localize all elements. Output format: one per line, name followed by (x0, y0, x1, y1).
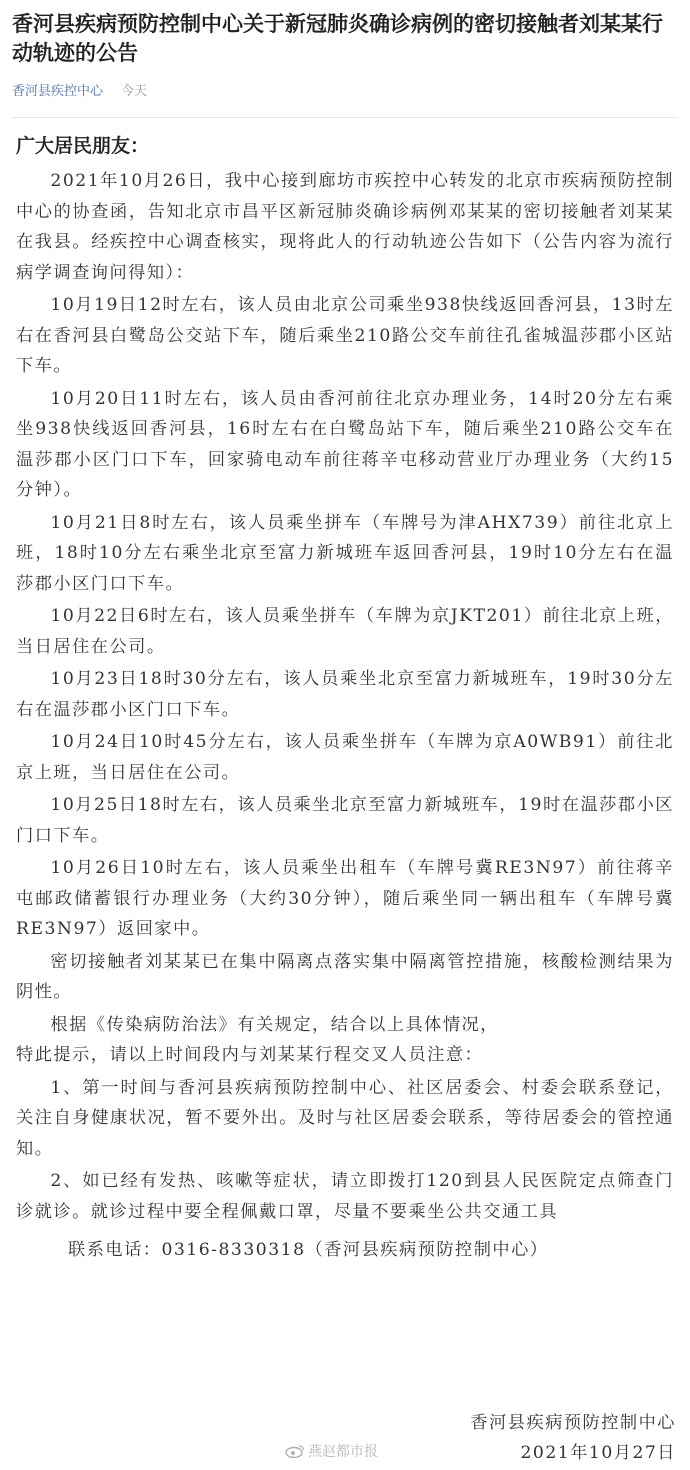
paragraph: 10月21日8时左右，该人员乘坐拼车（车牌号为津AHX739）前往北京上班，18时10分左右乘坐北京至富力新城班车返回香河县，19时10分左右在温莎郡小区门口下车。 (16, 512, 674, 594)
paragraph: 10月23日18时30分左右，该人员乘坐北京至富力新城班车，19时30分左右在温莎郡小区门口下车。 (16, 669, 674, 720)
watermark (285, 1441, 378, 1461)
account-name-link[interactable]: 香河县疾控中心 (12, 84, 104, 99)
signature-block (470, 1408, 676, 1468)
publish-time: 今天 (121, 84, 148, 99)
signature-org: 香河县疾病预防控制中心 (470, 1413, 676, 1433)
article-body (0, 118, 690, 1266)
notice-intro: 特此提示，请以上时间段内与刘某某行程交叉人员注意： (16, 1045, 484, 1065)
paragraph: 10月26日10时左右，该人员乘坐出租车（车牌号冀RE3N97）前往蒋辛屯邮政储蓄银行办理业务（大约30分钟），随后乘坐同一辆出租车（车牌号冀RE3N97）返回家中。 (16, 858, 674, 939)
paragraph: 10月24日10时45分左右，该人员乘坐拼车（车牌为京A0WB91）前往北京上班，当日居住在公司。 (16, 732, 674, 783)
paragraph: 10月25日18时左右，该人员乘坐北京至富力新城班车，19时在温莎郡小区门口下车。 (16, 795, 674, 846)
signature-date: 2021年10月27日 (520, 1443, 676, 1463)
article-title: 香河县疾病预防控制中心关于新冠肺炎确诊病例的密切接触者刘某某行动轨迹的公告 (12, 12, 663, 65)
paragraph: 2021年10月26日，我中心接到廊坊市疾控中心转发的北京市疾病预防控制中心的协查函，告知北京市昌平区新冠肺炎确诊病例邓某某的密切接触者刘某某在我县。经疾控中心调查核实，现将此人的行动轨迹公告如下（公告内容为流行病学调查询问得知）： (16, 171, 674, 283)
contact-line: 联系电话：0316-8330318（香河县疾病预防控制中心） (68, 1240, 549, 1260)
article-header (0, 0, 690, 99)
greeting: 广大居民朋友： (16, 135, 150, 157)
weibo-logo-icon (285, 1444, 305, 1458)
article-meta (12, 80, 678, 99)
notice-item: 2、如已经有发热、咳嗽等症状，请立即拨打120到县人民医院定点筛查门诊就诊。就诊过程中要全程佩戴口罩，尽量不要乘坐公共交通工具 (16, 1171, 674, 1222)
paragraph: 根据《传染病防治法》有关规定，结合以上具体情况， (50, 1014, 499, 1035)
watermark-text: 燕赵都市报 (308, 1444, 378, 1460)
paragraph: 密切接触者刘某某已在集中隔离点落实集中隔离管控措施，核酸检测结果为阴性。 (16, 951, 674, 1002)
paragraph: 10月20日11时左右，该人员由香河前往北京办理业务，14时20分左右乘坐938快线返回香河县，16时左右在白鹭岛站下车，随后乘坐210路公交车在温莎郡小区门口下车，回家骑电动车前往蒋辛屯移动营业厅办理业务（大约15分钟）。 (16, 388, 674, 500)
notice-item: 1、第一时间与香河县疾病预防控制中心、社区居委会、村委会联系登记，关注自身健康状况，暂不要外出。及时与社区居委会联系，等待居委会的管控通知。 (16, 1077, 674, 1159)
paragraph: 10月19日12时左右，该人员由北京公司乘坐938快线返回香河县，13时左右在香河县白鹭岛公交站下车，随后乘坐210路公交车前往孔雀城温莎郡小区站下车。 (16, 295, 674, 376)
paragraph: 10月22日6时左右，该人员乘坐拼车（车牌为京JKT201）前往北京上班，当日居住在公司。 (16, 606, 674, 657)
